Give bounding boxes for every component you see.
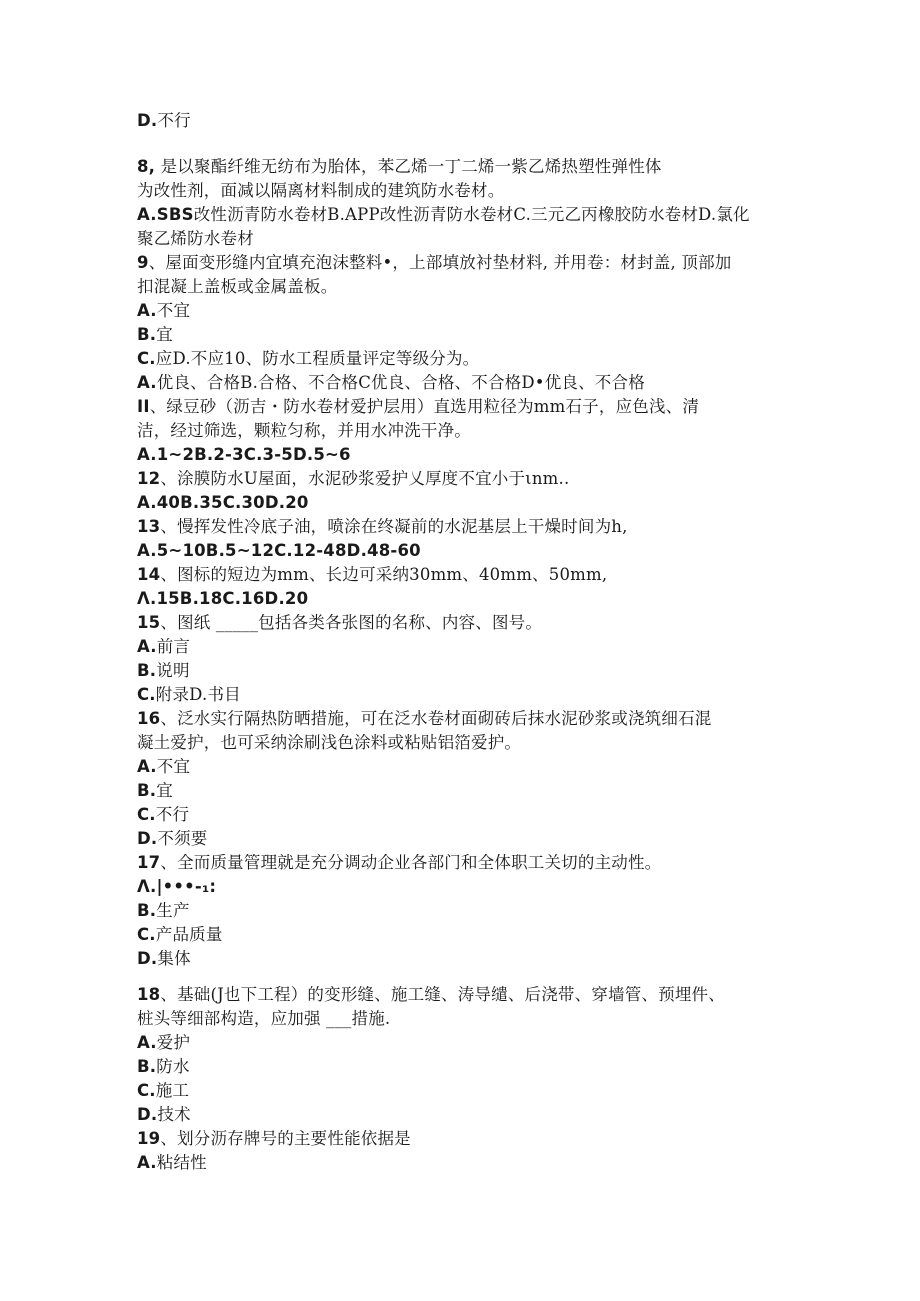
text-line: D.技术 bbox=[137, 1105, 191, 1124]
text-line: B.生产 bbox=[137, 901, 190, 920]
text-line: C.应D.不应10、防水工程质量评定等级分为。 bbox=[137, 349, 480, 368]
text-line: C.附录D.书目 bbox=[137, 685, 241, 704]
text-line: 14、图标的短边为mm、长边可采纳30mm、40mm、50mm, bbox=[137, 565, 608, 584]
text-line: A.SBS改性沥青防水卷材B.APP改性沥青防水卷材C.三元乙丙橡胶防水卷材D.氯化 bbox=[137, 205, 750, 224]
text-line: A.爱护 bbox=[137, 1033, 191, 1052]
text-line: 17、全而质量管理就是充分调动企业各部门和全体职工关切的主动性。 bbox=[137, 853, 662, 872]
text-line: B.防水 bbox=[137, 1057, 190, 1076]
text-line: C.施工 bbox=[137, 1081, 190, 1100]
text-line: 18、基础(J也下工程）的变形缝、施工缝、涛导缱、后浇带、穿墙管、预埋件、 bbox=[137, 985, 725, 1004]
text-line: 19、划分沥存牌号的主要性能依据是 bbox=[137, 1129, 411, 1148]
text-line: 15、图纸 _____包括各类各张图的名称、内容、图号。 bbox=[137, 613, 543, 632]
text-line: Λ.|•••-₁: bbox=[137, 877, 217, 896]
text-line: 16、泛水实行隔热防晒措施，可在泛水卷材面砌砖后抹水泥砂浆或浇筑细石混 bbox=[137, 709, 712, 728]
text-line: 8, 是以聚酯纤维无纺布为胎体，苯乙烯一丁二烯一紫乙烯热塑性弹性体 bbox=[137, 157, 662, 176]
text-line: A.优良、合格B.合格、不合格C优良、合格、不合格D•优良、不合格 bbox=[137, 373, 645, 392]
text-line: A.5~10B.5~12C.12-48D.48-60 bbox=[137, 541, 421, 560]
text-line: 聚乙烯防水卷材 bbox=[137, 229, 254, 248]
text-line: A.不宜 bbox=[137, 301, 191, 320]
text-line: 12、涂膜防水U屋面，水泥砂浆爱护乂厚度不宜小于ιnm.. bbox=[137, 469, 570, 488]
text-line: D.不行 bbox=[137, 111, 191, 130]
text-line: 9、屋面变形缝内宜填充泡沫整料•，上部填放衬垫材料, 并用卷：材封盖, 顶部加 bbox=[137, 253, 732, 272]
text-line: B.宜 bbox=[137, 325, 173, 344]
text-line: 洁，经过筛选，颗粒匀称，并用水冲洗干净。 bbox=[137, 421, 471, 440]
text-line: 扣混凝上盖板或金属盖板。 bbox=[137, 277, 338, 296]
text-line: C.产品质量 bbox=[137, 925, 223, 944]
text-line: 为改性剂，面减以隔离材料制成的建筑防水卷材。 bbox=[137, 181, 505, 200]
text-line: D.集体 bbox=[137, 949, 191, 968]
text-line: 13、慢挥发性冷底子油，喷涂在终凝前的水泥基层上干燥时间为h, bbox=[137, 517, 628, 536]
text-line: 桩头等细部构造，应加强 ___措施. bbox=[137, 1009, 391, 1028]
text-line: A.前言 bbox=[137, 637, 191, 656]
text-line: B.宜 bbox=[137, 781, 173, 800]
text-line: D.不须要 bbox=[137, 829, 208, 848]
text-line: 凝土爱护，也可采纳涂刷浅色涂料或粘贴铝箔爱护。 bbox=[137, 733, 522, 752]
text-line: A.40B.35C.30D.20 bbox=[137, 493, 309, 512]
text-line: A.不宜 bbox=[137, 757, 191, 776]
text-line: A.粘结性 bbox=[137, 1153, 207, 1172]
text-line: C.不行 bbox=[137, 805, 190, 824]
text-line: A.1~2B.2-3C.3-5D.5~6 bbox=[137, 445, 351, 464]
text-line: Λ.15B.18C.16D.20 bbox=[137, 589, 309, 608]
text-line: B.说明 bbox=[137, 661, 190, 680]
text-line: II、绿豆砂（沥吉・防水卷材爱护层用）直选用粒径为mm石子，应色浅、清 bbox=[137, 397, 700, 416]
